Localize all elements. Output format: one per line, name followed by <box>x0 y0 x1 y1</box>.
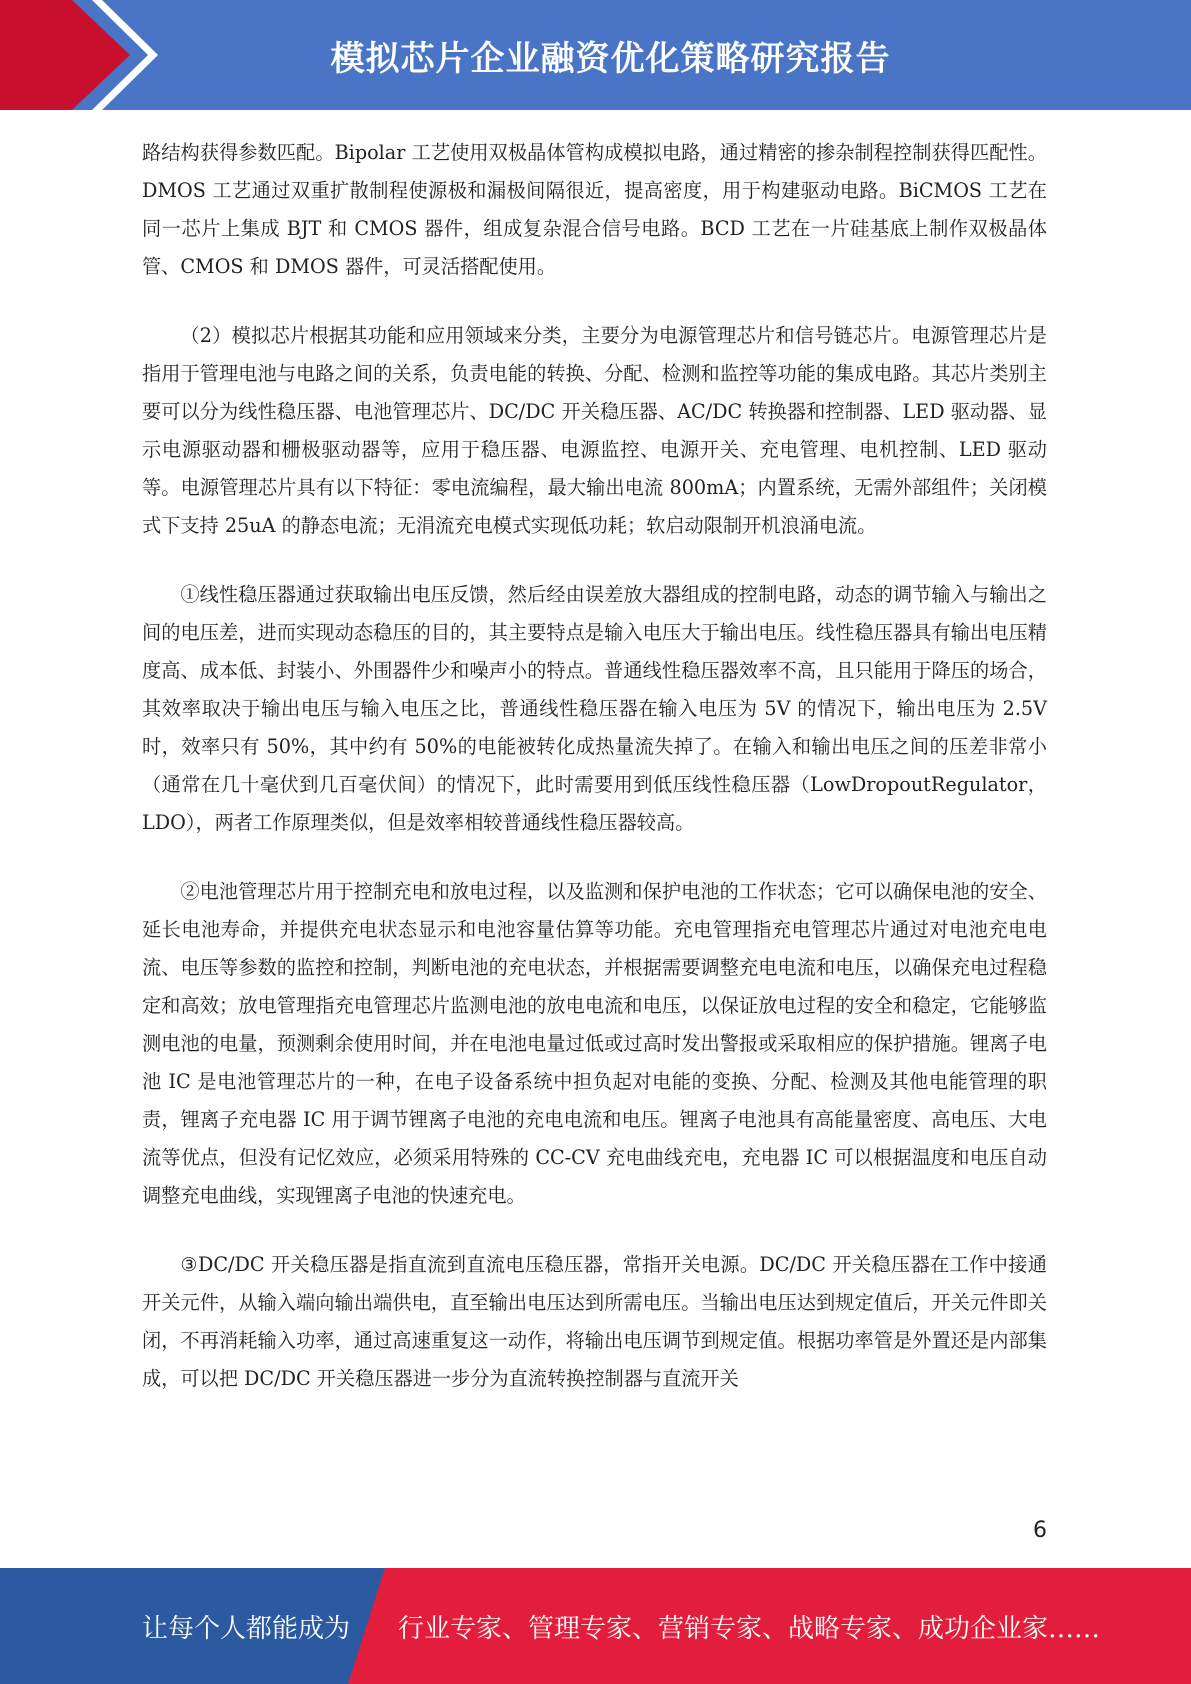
page-number: 6 <box>1033 1518 1047 1543</box>
report-title: 模拟芯片企业融资优化策略研究报告 <box>330 38 891 79</box>
document-body <box>142 134 1047 1429</box>
page-header <box>0 0 1191 110</box>
page-footer <box>0 1568 1191 1684</box>
paragraph-linear-regulator: ①线性稳压器通过获取输出电压反馈，然后经由误差放大器组成的控制电路，动态的调节输入与输出之间的电压差，进而实现动态稳压的目的，其主要特点是输入电压大于输出电压。线性稳压器具有输出电压精度高、成本低、封装小、外围器件少和噪声小的特点。普通线性稳压器效率不高，且只能用于降压的场合，其效率取决于输出电压与输入电压之比，普通线性稳压器在输入电压为 5V 的情况下，输出电压为 2.5V 时，效率只有 50%，其中约有 50%的电能被转化成热量流失掉了。在输入和输出电压之间的压差非常小（通常在几十毫伏到几百毫伏间）的情况下，此时需要用到低压线性稳压器（LowDropoutRegulator，LDO），两者工作原理类似，但是效率相较普通线性稳压器较高。 <box>142 583 1047 834</box>
paragraph-dcdc-regulator: ③DC/DC 开关稳压器是指直流到直流电压稳压器，常指开关电源。DC/DC 开关稳压器在工作中接通开关元件，从输入端向输出端供电，直至输出电压达到所需电压。当输出电压达到规定值后，开关元件即关闭，不再消耗输入功率，通过高速重复这一动作，将输出电压调节到规定值。根据功率管是外置还是内部集成，可以把 DC/DC 开关稳压器进一步分为直流转换控制器与直流开关 <box>142 1253 1047 1390</box>
paragraph-battery-management: ②电池管理芯片用于控制充电和放电过程，以及监测和保护电池的工作状态；它可以确保电池的安全、延长电池寿命，并提供充电状态显示和电池容量估算等功能。充电管理指充电管理芯片通过对电池充电电流、电压等参数的监控和控制，判断电池的充电状态，并根据需要调整充电电流和电压，以确保充电过程稳定和高效；放电管理指充电管理芯片监测电池的放电电流和电压，以保证放电过程的安全和稳定，它能够监测电池的电量，预测剩余使用时间，并在电池电量过低或过高时发出警报或采取相应的保护措施。锂离子电池 IC 是电池管理芯片的一种，在电子设备系统中担负起对电能的变换、分配、检测及其他电能管理的职责，锂离子充电器 IC 用于调节锂离子电池的充电电流和电压。锂离子电池具有高能量密度、高电压、大电流等优点，但没有记忆效应，必须采用特殊的 CC-CV 充电曲线充电，充电器 IC 可以根据温度和电压自动调整充电曲线，实现锂离子电池的快速充电。 <box>142 880 1047 1207</box>
footer-slogan-right: 行业专家、管理专家、营销专家、战略专家、成功企业家…… <box>398 1613 1101 1644</box>
footer-slogan-left: 让每个人都能成为 <box>142 1613 351 1644</box>
paragraph-continuation: 路结构获得参数匹配。Bipolar 工艺使用双极晶体管构成模拟电路，通过精密的掺杂制程控制获得匹配性。DMOS 工艺通过双重扩散制程使源极和漏极间隔很近，提高密度，用于构建驱动电路。BiCMOS 工艺在同一芯片上集成 BJT 和 CMOS 器件，组成复杂混合信号电路。BCD 工艺在一片硅基底上制作双极晶体管、CMOS 和 DMOS 器件，可灵活搭配使用。 <box>142 141 1047 278</box>
paragraph-classification: （2）模拟芯片根据其功能和应用领域来分类，主要分为电源管理芯片和信号链芯片。电源管理芯片是指用于管理电池与电路之间的关系，负责电能的转换、分配、检测和监控等功能的集成电路。其芯片类别主要可以分为线性稳压器、电池管理芯片、DC/DC 开关稳压器、AC/DC 转换器和控制器、LED 驱动器、显示电源驱动器和栅极驱动器等，应用于稳压器、电源监控、电源开关、充电管理、电机控制、LED 驱动等。电源管理芯片具有以下特征：零电流编程，最大输出电流 800mA；内置系统，无需外部组件；关闭模式下支持 25uA 的静态电流；无涓流充电模式实现低功耗；软启动限制开机浪涌电流。 <box>142 324 1047 537</box>
